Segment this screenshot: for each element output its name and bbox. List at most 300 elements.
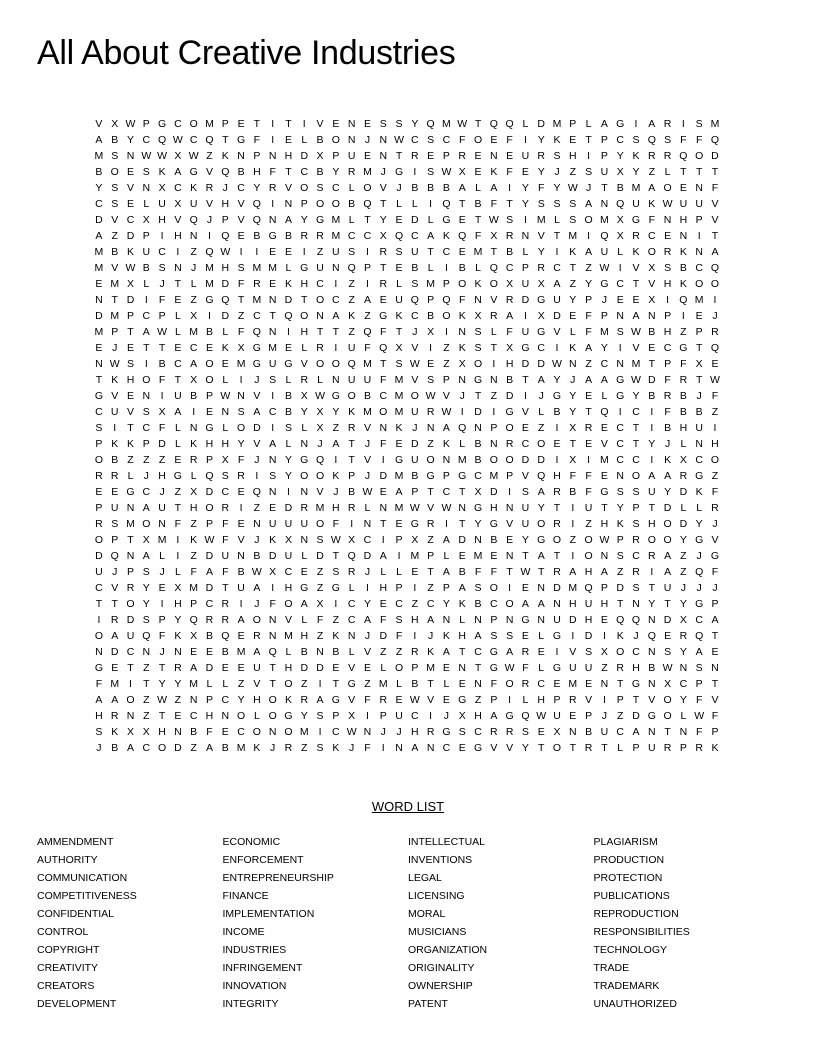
grid-letter: B [648,326,656,338]
grid-letter: L [427,214,434,226]
grid-letter: S [158,262,166,274]
grid-letter: Q [221,630,230,642]
grid-letter: B [411,182,419,194]
grid-letter: I [523,390,527,402]
grid-letter: Z [474,694,482,706]
grid-letter: V [348,694,356,706]
grid-letter: U [332,246,340,258]
grid-letter: E [237,630,245,642]
grid-letter: I [523,310,527,322]
grid-letter: K [442,230,450,242]
grid-letter: B [664,422,672,434]
grid-letter: J [428,630,434,642]
grid-letter: P [442,470,450,482]
grid-letter: R [426,406,435,418]
grid-letter: J [112,566,118,578]
grid-letter: A [585,374,593,386]
grid-letter: G [158,118,167,130]
grid-letter: R [426,726,435,738]
grid-letter: B [221,742,229,754]
grid-letter: P [442,150,450,162]
grid-letter: N [268,454,277,466]
grid-letter: M [363,406,372,418]
grid-letter: B [648,662,656,674]
grid-letter: U [221,550,230,562]
grid-letter: E [537,646,545,658]
grid-letter: I [334,342,338,354]
grid-letter: J [112,342,118,354]
grid-letter: A [111,630,119,642]
grid-letter: N [442,614,451,626]
grid-letter: R [458,150,467,162]
grid-letter: C [442,742,451,754]
grid-letter: I [365,710,369,722]
grid-letter: F [490,198,498,210]
grid-letter: N [142,182,151,194]
grid-letter: I [287,326,290,338]
grid-letter: E [205,406,213,418]
grid-letter: I [571,630,575,642]
grid-letter: O [552,742,562,754]
grid-letter: C [363,534,372,546]
grid-letter: O [284,598,293,610]
grid-letter: Q [616,198,625,210]
grid-letter: E [679,182,687,194]
grid-letter: U [679,198,688,210]
grid-letter: C [474,726,482,738]
grid-letter: I [413,630,417,642]
grid-letter: Z [490,390,498,402]
grid-letter: G [489,518,498,530]
grid-letter: L [301,550,308,562]
grid-letter: N [647,310,656,322]
grid-letter: A [632,310,640,322]
grid-row [91,404,723,420]
grid-letter: P [711,598,719,610]
grid-letter: N [537,614,545,626]
grid-letter: L [301,134,308,146]
grid-letter: T [253,118,261,130]
grid-letter: X [269,566,277,578]
grid-letter: C [332,294,340,306]
grid-letter: F [664,374,671,386]
grid-letter: Z [616,710,624,722]
grid-letter: R [347,422,356,434]
grid-letter: T [553,550,561,562]
grid-letter: Y [284,470,292,482]
grid-letter: V [284,182,292,194]
word-list-heading: WORD LIST [371,799,445,814]
grid-letter: W [220,246,231,258]
grid-letter: C [537,678,545,690]
grid-letter: K [348,310,356,322]
grid-letter: K [111,726,119,738]
grid-letter: T [474,662,482,674]
grid-letter: G [552,630,562,642]
grid-letter: I [523,214,527,226]
grid-letter: J [254,454,260,466]
grid-letter: Y [126,134,134,146]
grid-letter: L [396,278,402,290]
grid-letter: F [269,598,276,610]
grid-letter: F [237,454,245,466]
grid-letter: R [379,246,388,258]
word-list-item: COPYRIGHT [37,944,100,956]
grid-letter: W [330,534,341,546]
grid-letter: X [569,422,577,434]
grid-letter: B [111,134,119,146]
grid-letter: Y [569,390,577,402]
grid-letter: R [347,166,356,178]
grid-letter: G [695,534,704,546]
grid-letter: M [252,262,262,274]
grid-letter: P [142,118,150,130]
grid-letter: P [585,294,593,306]
grid-letter: X [616,166,624,178]
grid-letter: C [237,182,245,194]
grid-letter: M [205,118,214,130]
grid-letter: H [411,614,419,626]
grid-letter: M [363,166,372,178]
grid-letter: R [316,342,324,354]
grid-letter: X [458,166,466,178]
grid-letter: F [506,134,513,146]
grid-letter: R [300,230,309,242]
grid-letter: K [395,310,403,322]
grid-letter: N [474,614,482,626]
grid-letter: Q [710,262,720,274]
grid-letter: R [221,614,230,626]
grid-letter: O [647,534,656,546]
grid-letter: I [508,486,512,498]
grid-letter: R [174,662,182,674]
grid-letter: I [697,230,701,242]
grid-letter: A [190,662,198,674]
grid-letter: V [427,694,435,706]
grid-letter: K [490,166,498,178]
grid-letter: S [458,726,466,738]
grid-letter: D [253,422,261,434]
word-list-column [37,835,223,1015]
grid-letter: N [600,198,609,210]
grid-row [91,468,723,484]
grid-letter: I [650,454,654,466]
grid-letter: L [617,742,624,754]
grid-letter: T [127,326,134,338]
grid-row [91,708,723,724]
grid-letter: R [632,534,640,546]
grid-letter: K [284,694,292,706]
grid-letter: P [695,326,703,338]
grid-letter: D [126,614,135,626]
grid-letter: L [348,582,355,594]
grid-letter: N [458,374,467,386]
grid-letter: J [254,598,260,610]
grid-letter: Q [158,134,167,146]
grid-letter: V [316,118,324,130]
grid-letter: A [458,182,466,194]
word-list-item: FINANCE [222,890,269,902]
grid-letter: L [522,694,529,706]
grid-letter: B [111,246,119,258]
grid-letter: M [94,246,104,258]
grid-letter: Q [410,294,419,306]
grid-letter: C [142,422,151,434]
grid-letter: W [457,118,468,130]
grid-letter: N [474,422,482,434]
grid-letter: K [553,134,561,146]
grid-letter: Q [489,262,498,274]
grid-letter: T [222,582,229,594]
grid-letter: R [316,230,324,242]
grid-letter: E [95,342,103,354]
grid-letter: I [602,694,606,706]
grid-letter: E [205,342,213,354]
grid-letter: V [569,646,577,658]
grid-row [91,628,723,644]
grid-letter: R [647,150,656,162]
grid-letter: L [317,374,323,386]
grid-letter: E [474,166,482,178]
grid-row [91,644,723,660]
grid-letter: K [190,534,198,546]
grid-letter: F [538,182,545,194]
grid-letter: T [648,502,655,514]
grid-letter: C [632,550,640,562]
grid-letter: E [190,646,198,658]
word-list-item: REPRODUCTION [593,908,679,920]
grid-letter: U [174,390,182,402]
grid-letter: E [664,630,672,642]
grid-letter: E [379,598,387,610]
grid-letter: H [600,518,609,530]
grid-letter: A [648,182,656,194]
grid-letter: L [222,326,229,338]
grid-letter: Y [363,598,371,610]
grid-letter: G [695,470,704,482]
grid-letter: E [695,310,703,322]
grid-letter: M [552,118,562,130]
grid-letter: J [412,326,418,338]
grid-letter: A [253,406,261,418]
grid-letter: J [380,726,386,738]
grid-letter: A [600,374,608,386]
grid-letter: W [441,166,452,178]
grid-letter: A [442,534,450,546]
grid-letter: V [300,358,308,370]
grid-letter: V [363,422,371,434]
grid-letter: P [253,150,261,162]
grid-letter: T [538,742,545,754]
grid-letter: K [126,246,134,258]
grid-row [91,420,723,436]
grid-letter: X [126,278,134,290]
grid-letter: T [127,662,134,674]
grid-letter: J [349,742,355,754]
grid-letter: U [600,726,609,738]
grid-letter: T [695,342,703,354]
grid-letter: P [427,550,435,562]
grid-letter: Q [521,710,530,722]
grid-letter: T [174,374,182,386]
word-list-item: ORGANIZATION [408,944,488,956]
grid-letter: N [521,230,530,242]
grid-letter: P [442,582,450,594]
grid-letter: I [429,198,433,210]
grid-letter: L [190,470,197,482]
grid-letter: D [474,406,482,418]
grid-letter: E [648,342,656,354]
grid-letter: V [111,582,119,594]
grid-letter: C [632,454,640,466]
grid-letter: E [284,342,292,354]
grid-letter: P [95,438,103,450]
grid-letter: A [569,566,577,578]
grid-letter: P [632,502,640,514]
grid-letter: S [585,166,593,178]
grid-letter: W [220,390,231,402]
grid-letter: Z [569,534,577,546]
grid-letter: X [126,726,134,738]
grid-letter: Z [143,694,150,706]
grid-letter: Q [189,214,198,226]
grid-letter: M [694,294,704,306]
grid-letter: Z [648,166,655,178]
grid-letter: T [269,678,276,690]
grid-letter: J [254,534,260,546]
grid-letter: G [458,694,467,706]
grid-letter: Y [648,438,656,450]
grid-letter: K [332,630,340,642]
grid-letter: S [695,662,703,674]
grid-letter: N [647,646,656,658]
grid-letter: V [284,614,292,626]
grid-letter: C [411,310,419,322]
grid-letter: N [332,262,340,274]
grid-letter: B [679,406,687,418]
grid-letter: M [473,550,483,562]
grid-letter: L [348,214,355,226]
grid-letter: A [95,230,103,242]
grid-letter: O [695,278,704,290]
word-list [37,835,782,1015]
word-list-item: UNAUTHORIZED [593,998,677,1010]
grid-letter: N [647,726,656,738]
grid-letter: E [237,230,245,242]
grid-letter: O [695,150,704,162]
grid-letter: L [396,198,402,210]
grid-letter: Y [237,438,245,450]
grid-letter: D [379,470,388,482]
grid-letter: F [253,134,261,146]
grid-letter: U [284,550,293,562]
grid-letter: O [584,550,593,562]
grid-letter: P [411,662,419,674]
grid-letter: L [159,550,165,562]
grid-letter: R [537,150,545,162]
grid-letter: I [397,550,401,562]
grid-letter: X [679,454,687,466]
word-list-item: INNOVATION [222,980,287,992]
grid-letter: F [206,726,213,738]
grid-letter: I [618,406,622,418]
grid-letter: O [315,294,325,306]
grid-letter: L [443,678,450,690]
grid-letter: D [126,294,135,306]
grid-letter: R [553,518,561,530]
grid-letter: M [394,502,404,514]
grid-letter: D [553,310,561,322]
grid-letter: F [585,326,592,338]
grid-letter: H [205,438,214,450]
grid-letter: E [600,614,608,626]
grid-letter: E [395,438,403,450]
grid-letter: I [239,246,243,258]
grid-letter: X [458,358,466,370]
grid-letter: O [426,454,435,466]
grid-letter: X [379,230,387,242]
grid-letter: U [395,294,403,306]
grid-letter: I [334,454,338,466]
grid-letter: E [111,662,119,674]
grid-letter: A [379,550,387,562]
grid-letter: O [142,374,151,386]
grid-letter: W [631,326,641,338]
grid-letter: C [695,454,703,466]
grid-letter: J [696,390,702,402]
grid-letter: W [441,502,452,514]
grid-letter: D [505,390,514,402]
grid-letter: Z [427,438,434,450]
grid-letter: F [395,630,403,642]
grid-letter: E [379,294,387,306]
grid-letter: Y [553,182,561,194]
grid-letter: A [553,278,561,290]
grid-letter: M [157,534,167,546]
grid-letter: H [379,582,388,594]
grid-letter: G [347,678,356,690]
grid-letter: Z [190,294,197,306]
grid-letter: L [569,326,576,338]
grid-letter: N [126,502,135,514]
grid-letter: P [363,262,371,274]
grid-letter: P [664,358,672,370]
grid-letter: L [396,566,402,578]
grid-letter: W [346,726,357,738]
grid-letter: G [268,230,277,242]
grid-letter: P [126,566,134,578]
grid-letter: T [711,166,719,178]
grid-letter: N [174,646,182,658]
grid-letter: R [426,518,435,530]
grid-letter: Q [584,582,593,594]
grid-letter: Z [174,694,182,706]
grid-letter: M [268,342,278,354]
grid-letter: C [616,438,624,450]
grid-letter: O [94,534,103,546]
grid-letter: D [663,502,672,514]
grid-row [91,276,723,292]
grid-letter: K [158,166,166,178]
grid-letter: O [284,678,293,690]
grid-letter: S [569,214,577,226]
grid-letter: C [411,710,419,722]
grid-letter: E [269,502,277,514]
grid-letter: V [506,742,514,754]
grid-letter: O [616,646,625,658]
grid-letter: L [206,678,213,690]
grid-letter: C [221,486,230,498]
